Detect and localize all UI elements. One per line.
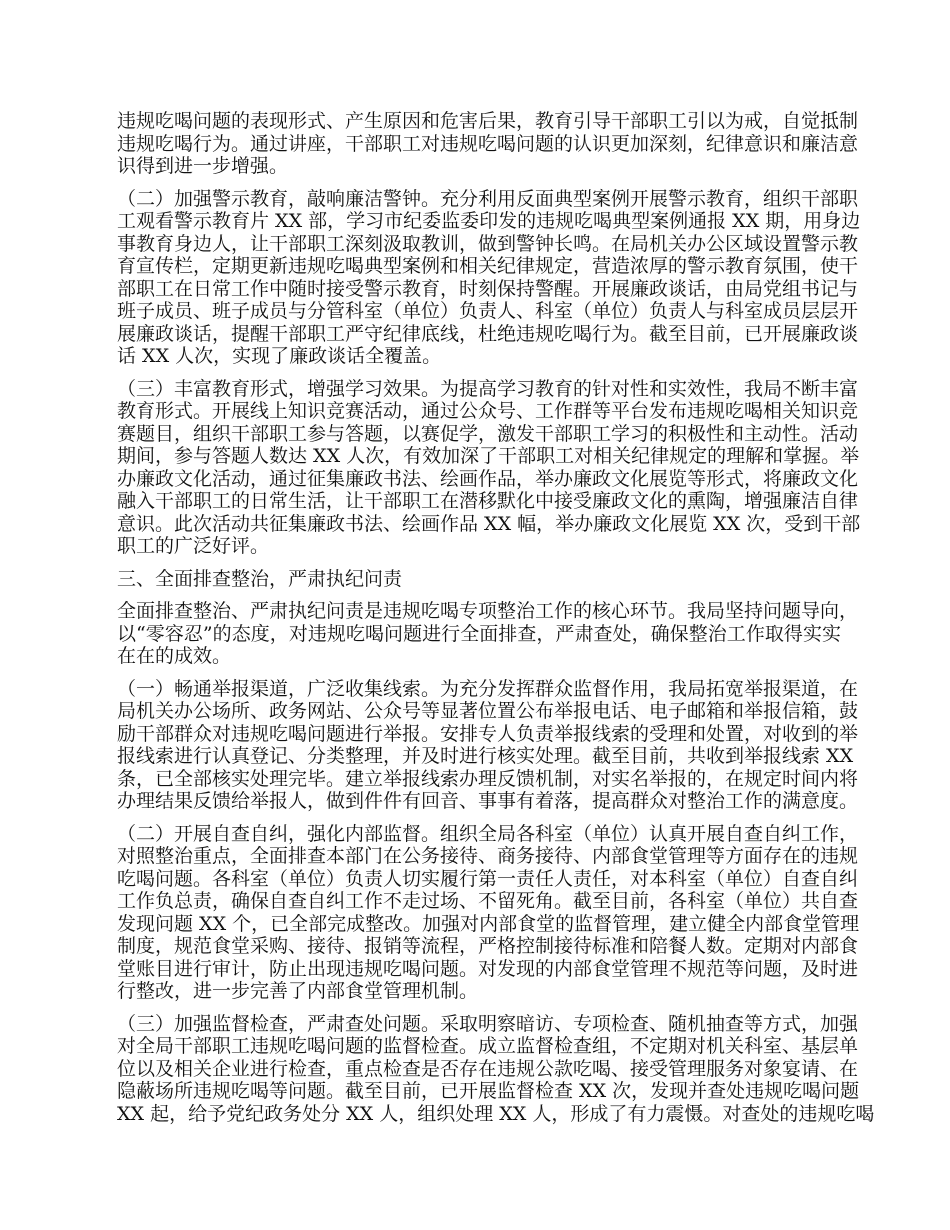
text-line: 励干部群众对违规吃喝问题进行举报。安排专人负责举报线索的受理和处置，对收到的举 — [117, 722, 859, 745]
text-line: （二）加强警示教育，敲响廉洁警钟。充分利用反面典型案例开展警示教育，组织干部职 — [117, 187, 859, 210]
text-line: 融入干部职工的日常生活，让干部职工在潜移默化中接受廉政文化的熏陶，增强廉洁自律 — [117, 490, 859, 512]
text-line: 工观看警示教育片 XX 部，学习市纪委监委印发的违规吃喝典型案例通报 XX 期，用身边 — [117, 210, 861, 232]
text-line: 发现问题 XX 个，已全部完成整改。加强对内部食堂的监督管理，建立健全内部食堂管理 — [117, 912, 860, 935]
text-line: 识得到进一步增强。 — [117, 155, 289, 177]
text-line: 位以及相关企业进行检查，重点检查是否存在违规公款吃喝、接受管理服务对象宴请、在 — [117, 1057, 859, 1080]
text-line: 局机关办公场所、政务网站、公众号等显著位置公布举报电话、电子邮箱和举报信箱，鼓 — [117, 700, 859, 722]
text-line: 对全局干部职工违规吃喝问题的监督检查。成立监督检查组，不定期对机关科室、基层单 — [117, 1035, 859, 1057]
text-line: 办理结果反馈给举报人，做到件件有回音、事事有着落，提高群众对整治工作的满意度。 — [117, 790, 859, 812]
text-line: 办廉政文化活动，通过征集廉政书法、绘画作品，举办廉政文化展览等形式，将廉政文化 — [117, 467, 859, 490]
text-line: 育宣传栏，定期更新违规吃喝典型案例和相关纪律规定，营造浓厚的警示教育氛围，使干 — [117, 255, 859, 277]
text-line: 违规吃喝问题的表现形式、产生原因和危害后果，教育引导干部职工引以为戒，自觉抵制 — [117, 110, 859, 132]
document-body — [117, 110, 875, 1135]
text-line: 班子成员、班子成员与分管科室（单位）负责人、科室（单位）负责人与科室成员层层开 — [117, 300, 859, 322]
paragraph — [117, 822, 860, 1003]
text-line: 工作负总责，确保自查自纠工作不走过场、不留死角。截至目前，各科室（单位）共自查 — [117, 890, 859, 912]
text-line: 吃喝问题。各科室（单位）负责人切实履行第一责任人责任，对本科室（单位）自查自纠 — [117, 867, 859, 890]
text-line: 制度，规范食堂采购、接待、报销等流程，严格控制接待标准和陪餐人数。定期对内部食 — [117, 935, 859, 957]
text-line: 意识。此次活动共征集廉政书法、绘画作品 XX 幅，举办廉政文化展览 XX 次，受到干部 — [117, 512, 861, 535]
text-line: 职工的广泛好评。 — [117, 535, 270, 557]
text-line: （二）开展自查自纠，强化内部监督。组织全局各科室（单位）认真开展自查自纠工作， — [117, 822, 859, 845]
text-line: 教育形式。开展线上知识竞赛活动，通过公众号、工作群等平台发布违规吃喝相关知识竞 — [117, 400, 859, 422]
paragraph — [117, 677, 859, 813]
text-line: 报线索进行认真登记、分类整理，并及时进行核实处理。截至目前，共收到举报线索 XX — [117, 745, 854, 767]
paragraph — [117, 1012, 875, 1126]
text-line: 违规吃喝行为。通过讲座，干部职工对违规吃喝问题的认识更加深刻，纪律意识和廉洁意 — [117, 132, 859, 155]
text-line: 在在的成效。 — [117, 645, 232, 667]
text-line: 赛题目，组织干部职工参与答题，以赛促学，激发干部职工学习的积极性和主动性。活动 — [117, 422, 859, 445]
paragraph — [117, 377, 861, 558]
text-line: （三）丰富教育形式，增强学习效果。为提高学习教育的针对性和实效性，我局不断丰富 — [117, 377, 859, 400]
text-line: 事教育身边人，让干部职工深刻汲取教训，做到警钟长鸣。在局机关办公区域设置警示教 — [117, 232, 859, 255]
text-line: （三）加强监督检查，严肃查处问题。采取明察暗访、专项检查、随机抽查等方式，加强 — [117, 1012, 859, 1035]
section-heading — [117, 568, 841, 591]
text-line: 部职工在日常工作中随时接受警示教育，时刻保持警醒。开展廉政谈话，由局党组书记与 — [117, 277, 859, 300]
text-line: 话 XX 人次，实现了廉政谈话全覆盖。 — [117, 345, 442, 367]
text-line: XX 起，给予党纪政务处分 XX 人，组织处理 XX 人，形成了有力震慑。对查处的违规吃喝 — [117, 1102, 875, 1125]
text-line: 对照整治重点，全面排查本部门在公务接待、商务接待、内部食堂管理等方面存在的违规 — [117, 845, 859, 867]
text-line: 行整改，进一步完善了内部食堂管理机制。 — [117, 980, 479, 1002]
text-line: （一）畅通举报渠道，广泛收集线索。为充分发挥群众监督作用，我局拓宽举报渠道，在 — [117, 677, 859, 700]
text-line: 展廉政谈话，提醒干部职工严守纪律底线，杜绝违规吃喝行为。截至目前，已开展廉政谈 — [117, 322, 859, 345]
text-line: 堂账目进行审计，防止出现违规吃喝问题。对发现的内部食堂管理不规范等问题，及时进 — [117, 957, 859, 980]
text-line: 三、全面排查整治，严肃执纪问责 — [117, 567, 403, 590]
text-line: 期间，参与答题人数达 XX 人次，有效加深了干部职工对相关纪律规定的理解和掌握。举 — [117, 445, 860, 467]
paragraph — [117, 110, 859, 178]
paragraph — [117, 187, 861, 368]
paragraph — [117, 600, 859, 668]
text-line: 全面排查整治、严肃执纪问责是违规吃喝专项整治工作的核心环节。我局坚持问题导向， — [117, 600, 859, 622]
text-line: 条，已全部核实处理完毕。建立举报线索办理反馈机制，对实名举报的，在规定时间内将 — [117, 767, 859, 790]
text-line: 以“零容忍”的态度，对违规吃喝问题进行全面排查，严肃查处，确保整治工作取得实实 — [117, 622, 841, 645]
text-line: 隐蔽场所违规吃喝等问题。截至目前，已开展监督检查 XX 次，发现并查处违规吃喝问题 — [117, 1080, 860, 1102]
